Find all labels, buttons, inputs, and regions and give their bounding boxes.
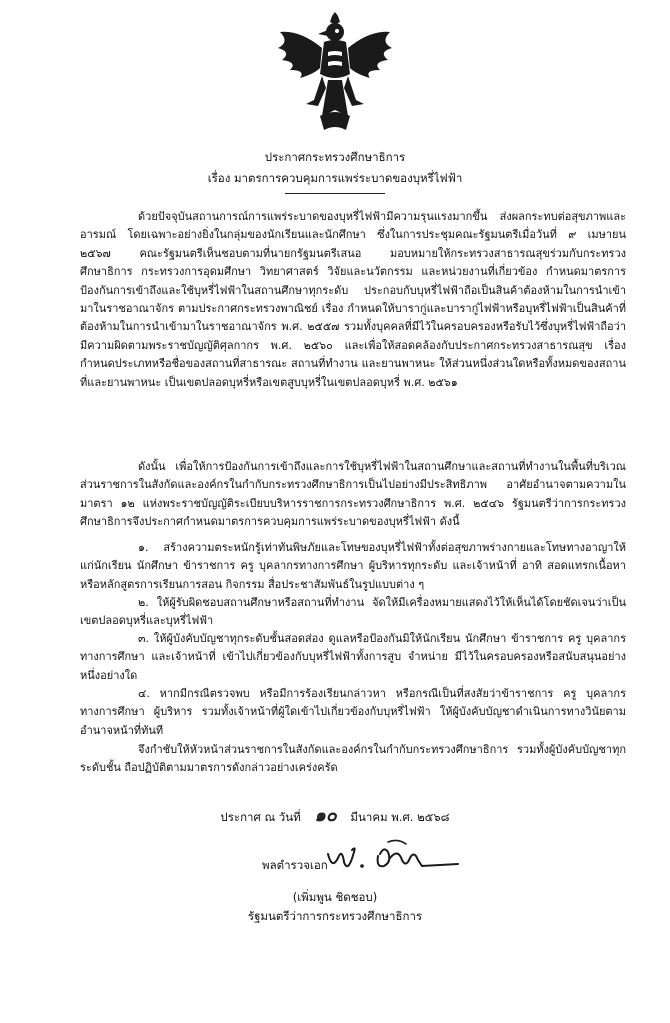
garuda-emblem-icon — [270, 12, 400, 134]
signer-rank: พลตำรวจเอก — [262, 858, 328, 872]
measure-text: ๑. สร้างความตระหนักรู้เท่าทันพิษภัยและโทษของบุหรี่ไฟฟ้าทั้งต่อสุขภาพร่างกายและโทษทางอาญาให้แก่นักเรียน นักศึกษา ข้าราชการ ครู บุคลากรทางการศึกษา ผู้บริหารทุกระดับ และเจ้าหน้าที่ อาทิ สอดแทรกเนื้อหาหรือหลักสูตรการเรียนการสอน กิจกรรม สื่อประชาสัมพันธ์ในรูปแบบต่าง ๆ — [80, 541, 626, 591]
measure-item-2 — [80, 594, 626, 631]
signer-position: รัฐมนตรีว่าการกระทรวงศึกษาธิการ — [247, 909, 423, 923]
announcement-title: ประกาศกระทรวงศึกษาธิการ — [264, 150, 406, 164]
dateline — [0, 800, 670, 829]
handwritten-signature — [318, 836, 468, 880]
measure-item-4 — [80, 685, 626, 740]
closing-paragraph — [80, 741, 626, 778]
measure-text: ๓. ให้ผู้บังคับบัญชาทุกระดับชั้นสอดส่อง ดูแลหรือป้องกันมิให้นักเรียน นักศึกษา ข้าราชการ ครู บุคลากรทางการศึกษา และเจ้าหน้าที่ เข้าไปเกี่ยวข้องกับบุหรี่ไฟฟ้าทั้งการสูบ จำหน่าย มีไว้ในครอบครองหรือสนับสนุนอย่างหนึ่งอย่างใด — [80, 632, 626, 682]
body-paragraph-2 — [80, 458, 626, 532]
dateline-prefix: ประกาศ ณ วันที่ — [220, 810, 301, 824]
measure-text: ๔. หากมีกรณีตรวจพบ หรือมีการร้องเรียนกล่าวหา หรือกรณีเป็นที่สงสัยว่าข้าราชการ ครู บุคลากรทางการศึกษา ผู้บริหาร รวมทั้งเจ้าหน้าที่ผู้ใดเข้าไปเกี่ยวข้องกับบุหรี่ไฟฟ้า ให้ผู้บังคับบัญชาดำเนินการทางวินัยตามอำนาจหน้าที่ทันที — [80, 687, 626, 737]
measure-item-3 — [80, 630, 626, 685]
measure-item-1 — [80, 539, 626, 594]
dateline-month-year: มีนาคม พ.ศ. ๒๕๖๘ — [350, 810, 450, 824]
announcement-subject: เรื่อง มาตรการควบคุมการแพร่ระบาดของบุหรี่ไฟฟ้า — [207, 171, 463, 185]
measure-text: ๒. ให้ผู้รับผิดชอบสถานศึกษาหรือสถานที่ทำงาน จัดให้มีเครื่องหมายแสดงไว้ให้เห็นได้โดยชัดเจนว่าเป็นเขตปลอดบุหรี่และบุหรี่ไฟฟ้า — [80, 596, 626, 628]
body-paragraph-1 — [80, 208, 626, 392]
handwritten-day: ๑๐ — [314, 805, 337, 826]
signer-name: (เพิ่มพูน ชิดชอบ) — [292, 890, 378, 904]
paragraph-text: ดังนั้น เพื่อให้การป้องกันการเข้าถึงและการใช้บุหรี่ไฟฟ้าในสถานศึกษาและสถานที่ทำงานในพื้นที่บริเวณส่วนราชการในสังกัดและองค์กรในกำกับกระทรวงศึกษาธิการเป็นไปอย่างมีประสิทธิภาพ อาศัยอำนาจตามความในมาตรา ๑๒ แห่งพระราชบัญญัติระเบียบบริหารราชการกระทรวงศึกษาธิการ พ.ศ. ๒๕๔๖ รัฐมนตรีว่าการกระทรวงศึกษาธิการจึงประกาศกำหนดมาตรการควบคุมการแพร่ระบาดของบุหรี่ไฟฟ้า ดังนี้ — [80, 460, 626, 529]
paragraph-text: ด้วยปัจจุบันสถานการณ์การแพร่ระบาดของบุหรี่ไฟฟ้ามีความรุนแรงมากขึ้น ส่งผลกระทบต่อสุขภาพและอารมณ์ โดยเฉพาะอย่างยิ่งในกลุ่มของนักเรียนและนักศึกษา ซึ่งในการประชุมคณะรัฐมนตรีเมื่อวันที่ ๙ เมษายน ๒๕๖๗ คณะรัฐมนตรีเห็นชอบตามที่นายกรัฐมนตรีเสนอ มอบหมายให้กระทรวงสาธารณสุขร่วมกับกระทรวงศึกษาธิการ กระทรวงการอุดมศึกษา วิทยาศาสตร์ วิจัยและนวัตกรรม และหน่วยงานที่เกี่ยวข้อง กำหนดมาตรการป้องกันการเข้าถึงและใช้บุหรี่ไฟฟ้าในสถานศึกษาทุกระดับ ประกอบกับบุหรี่ไฟฟ้าถือเป็นสินค้าต้องห้ามในการนำเข้ามาในราชอาณาจักร ตามประกาศกระทรวงพาณิชย์ เรื่อง กำหนดให้บารากู่และบารากู่ไฟฟ้าหรือบุหรี่ไฟฟ้าเป็นสินค้าที่ต้องห้ามในการนำเข้ามาในราชอาณาจักร พ.ศ. ๒๕๕๗ รวมทั้งบุคคลที่มีไว้ในครอบครองหรือรับไว้ซึ่งบุหรี่ไฟฟ้าถือว่ามีความผิดตามพระราชบัญญัติศุลกากร พ.ศ. ๒๕๖๐ และเพื่อให้สอดคล้องกับประกาศกระทรวงสาธารณสุข เรื่อง กำหนดประเภทหรือชื่อของสถานที่สาธารณะ สถานที่ทำงาน และยานพาหนะ ให้ส่วนหนึ่งส่วนใดหรือทั้งหมดของสถานที่และยานพาหนะ เป็นเขตปลอดบุหรี่หรือเขตสูบบุหรี่ในเขตปลอดบุหรี่ พ.ศ. ๒๕๖๑ — [80, 210, 626, 389]
paragraph-text: จึงกำชับให้หัวหน้าส่วนราชการในสังกัดและองค์กรในกำกับกระทรวงศึกษาธิการ รวมทั้งผู้บังคับบัญชาทุกระดับชั้น ถือปฏิบัติตามมาตรการดังกล่าวอย่างเคร่งครัด — [80, 743, 626, 775]
title-divider — [285, 193, 385, 194]
